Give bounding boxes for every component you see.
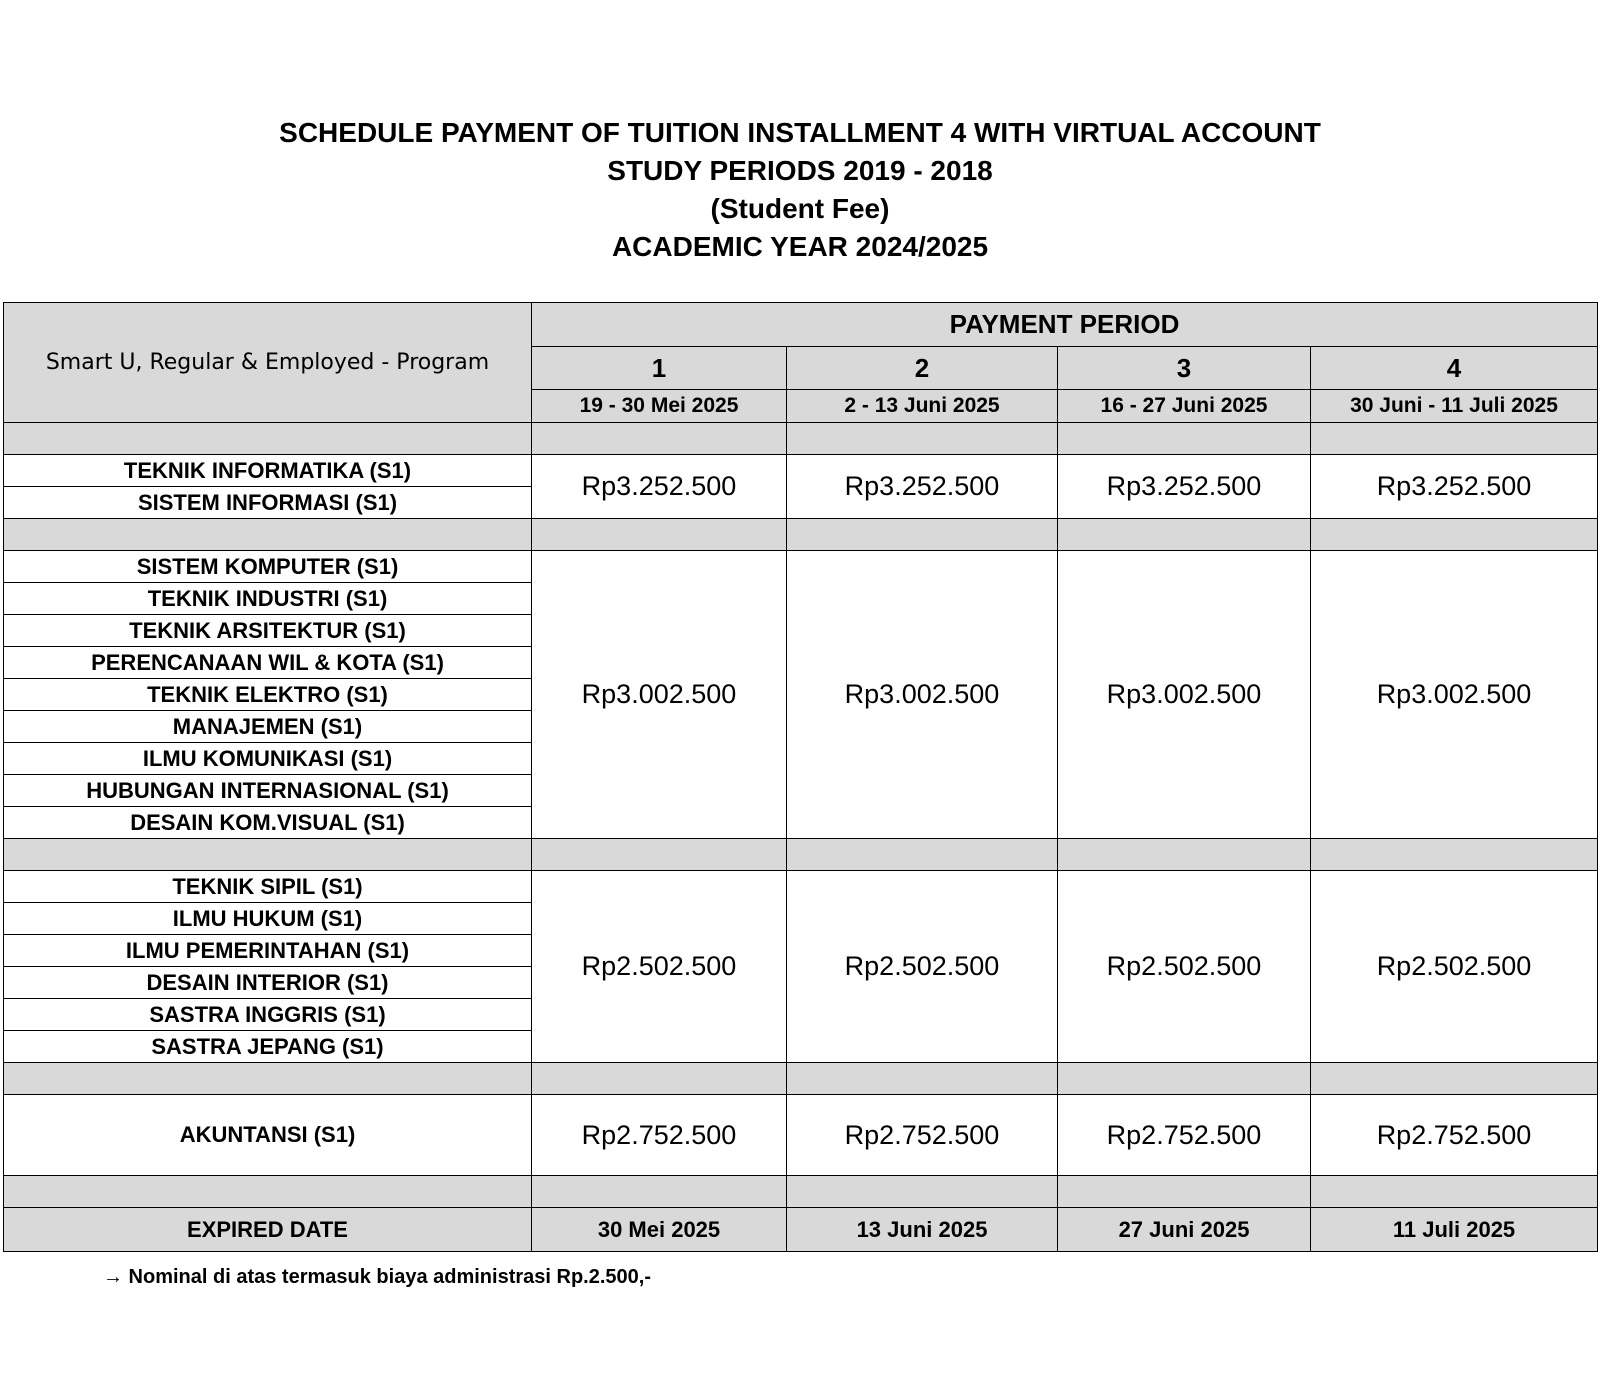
amount-cell: Rp3.002.500	[1058, 551, 1311, 839]
separator-row	[4, 1176, 1598, 1208]
program-name: SASTRA INGGRIS (S1)	[4, 999, 532, 1031]
amount-cell: Rp2.502.500	[1058, 871, 1311, 1063]
amount-cell: Rp3.002.500	[787, 551, 1058, 839]
amount-cell: Rp2.752.500	[787, 1095, 1058, 1176]
expired-date-label: EXPIRED DATE	[4, 1208, 532, 1252]
period-number-3: 3	[1058, 347, 1311, 390]
table-row	[4, 871, 1598, 903]
expired-date-2: 13 Juni 2025	[787, 1208, 1058, 1252]
amount-cell: Rp2.752.500	[532, 1095, 787, 1176]
period-dates-4: 30 Juni - 11 Juli 2025	[1311, 390, 1598, 423]
document-title	[0, 114, 1600, 266]
amount-cell: Rp2.502.500	[787, 871, 1058, 1063]
amount-cell: Rp3.252.500	[1311, 455, 1598, 519]
title-line-2: STUDY PERIODS 2019 - 2018	[607, 155, 993, 186]
program-name: DESAIN KOM.VISUAL (S1)	[4, 807, 532, 839]
amount-cell: Rp3.002.500	[1311, 551, 1598, 839]
program-name: TEKNIK ARSITEKTUR (S1)	[4, 615, 532, 647]
program-name: SISTEM INFORMASI (S1)	[4, 487, 532, 519]
program-name: TEKNIK ELEKTRO (S1)	[4, 679, 532, 711]
program-name: PERENCANAAN WIL & KOTA (S1)	[4, 647, 532, 679]
period-dates-3: 16 - 27 Juni 2025	[1058, 390, 1311, 423]
program-name: ILMU HUKUM (S1)	[4, 903, 532, 935]
program-name: SASTRA JEPANG (S1)	[4, 1031, 532, 1063]
table-row	[4, 455, 1598, 487]
title-line-3: (Student Fee)	[710, 193, 890, 224]
amount-cell: Rp2.752.500	[1058, 1095, 1311, 1176]
amount-cell: Rp3.252.500	[787, 455, 1058, 519]
program-name: MANAJEMEN (S1)	[4, 711, 532, 743]
program-name: TEKNIK SIPIL (S1)	[4, 871, 532, 903]
period-number-1: 1	[532, 347, 787, 390]
program-name: TEKNIK INDUSTRI (S1)	[4, 583, 532, 615]
fee-schedule-table	[3, 302, 1598, 1252]
expired-date-row	[4, 1208, 1598, 1252]
program-name: DESAIN INTERIOR (S1)	[4, 967, 532, 999]
amount-cell: Rp2.752.500	[1311, 1095, 1598, 1176]
program-name: SISTEM KOMPUTER (S1)	[4, 551, 532, 583]
program-name: ILMU PEMERINTAHAN (S1)	[4, 935, 532, 967]
amount-cell: Rp3.252.500	[1058, 455, 1311, 519]
separator-row	[4, 519, 1598, 551]
period-dates-1: 19 - 30 Mei 2025	[532, 390, 787, 423]
title-line-1: SCHEDULE PAYMENT OF TUITION INSTALLMENT 4 WITH VIRTUAL ACCOUNT	[279, 117, 1321, 148]
expired-date-3: 27 Juni 2025	[1058, 1208, 1311, 1252]
program-name: HUBUNGAN INTERNASIONAL (S1)	[4, 775, 532, 807]
separator-row	[4, 423, 1598, 455]
separator-row	[4, 839, 1598, 871]
payment-period-header: PAYMENT PERIOD	[532, 303, 1598, 347]
program-name: ILMU KOMUNIKASI (S1)	[4, 743, 532, 775]
program-header: Smart U, Regular & Employed - Program	[4, 303, 532, 423]
period-dates-2: 2 - 13 Juni 2025	[787, 390, 1058, 423]
title-line-4: ACADEMIC YEAR 2024/2025	[611, 231, 989, 262]
amount-cell: Rp3.252.500	[532, 455, 787, 519]
table-row	[4, 1095, 1598, 1176]
amount-cell: Rp3.002.500	[532, 551, 787, 839]
program-name: AKUNTANSI (S1)	[4, 1095, 532, 1176]
period-number-4: 4	[1311, 347, 1598, 390]
program-name: TEKNIK INFORMATIKA (S1)	[4, 455, 532, 487]
period-number-2: 2	[787, 347, 1058, 390]
amount-cell: Rp2.502.500	[1311, 871, 1598, 1063]
table-row	[4, 551, 1598, 583]
footnote: → Nominal di atas termasuk biaya administrasi Rp.2.500,-	[103, 1266, 651, 1288]
amount-cell: Rp2.502.500	[532, 871, 787, 1063]
expired-date-1: 30 Mei 2025	[532, 1208, 787, 1252]
separator-row	[4, 1063, 1598, 1095]
expired-date-4: 11 Juli 2025	[1311, 1208, 1598, 1252]
